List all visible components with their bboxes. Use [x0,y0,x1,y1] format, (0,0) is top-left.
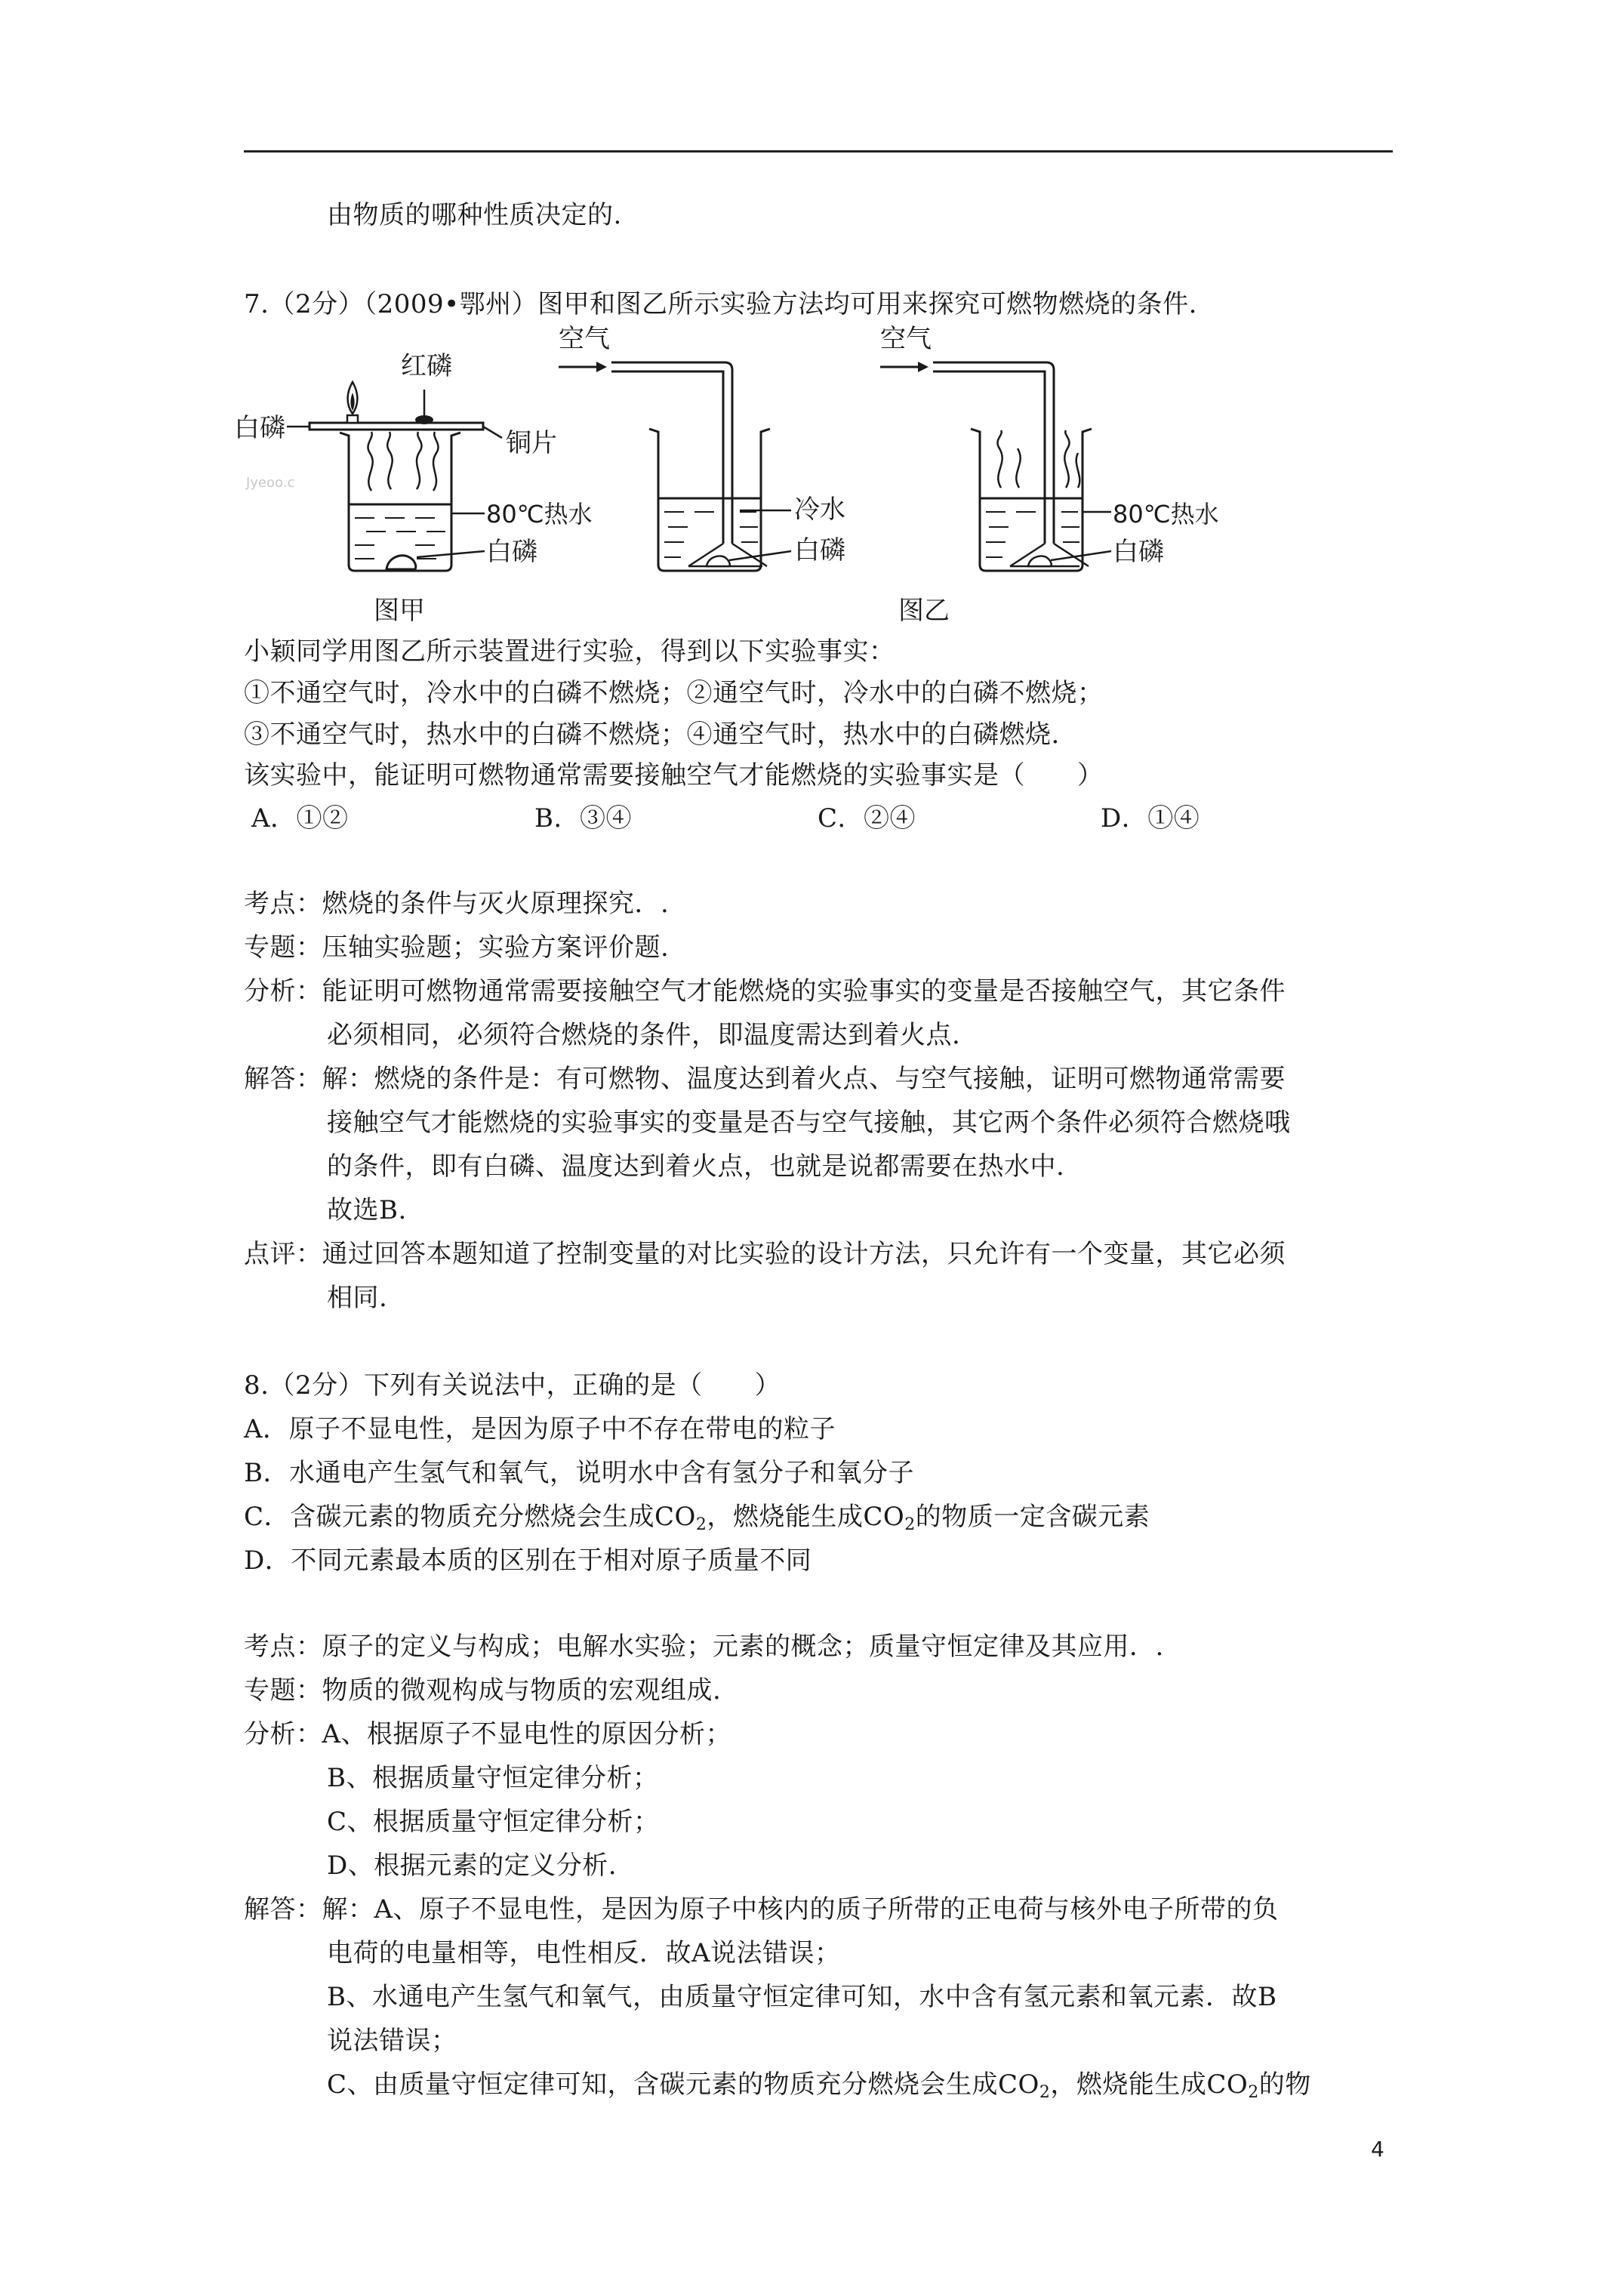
label-white-phosphorus-yi-right: 白磷 [1113,537,1164,567]
label-white-phosphorus-yi-left: 白磷 [794,535,845,566]
intro-continuation: 由物质的哪种性质决定的. [327,200,622,230]
label-air-left: 空气 [559,324,610,354]
label-copper-sheet: 铜片 [506,428,557,458]
q7-option-d: D．①④ [1101,803,1200,834]
q7-fenxi-1: 分析：能证明可燃物通常需要接触空气才能燃烧的实验事实的变量是否接触空气，其它条件 [244,976,1286,1006]
q7-dianping-2: 相同. [327,1283,388,1313]
q8-fenxi-2: B、根据质量守恒定律分析； [327,1763,659,1793]
q8-option-d: D．不同元素最本质的区别在于相对原子质量不同 [244,1546,812,1576]
label-hot-water-yi: 80℃热水 [1113,500,1219,529]
label-fig-yi: 图乙 [898,596,950,626]
label-red-phosphorus: 红磷 [401,351,452,381]
q8-fenxi-1: 分析：A、根据原子不显电性的原因分析； [244,1719,732,1749]
q7-line-3: ③不通空气时，热水中的白磷不燃烧；④通空气时，热水中的白磷燃烧. [244,720,1060,750]
page-number: 4 [1371,2137,1384,2162]
q7-line-2: ①不通空气时，冷水中的白磷不燃烧；②通空气时，冷水中的白磷不燃烧； [244,678,1104,708]
q8-jieda-2: 电荷的电量相等，电性相反．故A说法错误； [327,1938,841,1968]
q8-stem: 8.（2分）下列有关说法中，正确的是（ ） [244,1370,781,1401]
q7-fenxi-2: 必须相同，必须符合燃烧的条件，即温度需达到着火点. [327,1020,961,1050]
q7-option-a: A．①② [251,803,349,834]
q8-fenxi-3: C、根据质量守恒定律分析； [327,1807,660,1837]
q7-figure [234,317,1313,634]
label-fig-jia: 图甲 [374,596,425,626]
watermark: Jyeoo.c [246,475,295,491]
q7-zhuanti: 专题：压轴实验题；实验方案评价题. [244,932,670,963]
header-rule [244,150,1393,153]
label-white-phosphorus-jia-top: 白磷 [234,413,285,443]
q7-jieda-4: 故选B. [327,1195,407,1225]
label-white-phosphorus-jia-bottom: 白磷 [486,537,537,567]
q7-jieda-3: 的条件，即有白磷、温度达到着火点，也就是说都需要在热水中. [327,1151,1065,1182]
q7-kaodian: 考点：燃烧的条件与灭火原理探究．. [244,889,670,919]
q7-jieda-2: 接触空气才能燃烧的实验事实的变量是否与空气接触，其它两个条件必须符合燃烧哦 [327,1108,1291,1138]
q8-option-a: A．原子不显电性，是因为原子中不存在带电的粒子 [244,1414,836,1444]
q8-jieda-3: B、水通电产生氢气和氧气，由质量守恒定律可知，水中含有氢元素和氧元素．故B [327,1982,1277,2012]
q7-jieda-1: 解答：解：燃烧的条件是：有可燃物、温度达到着火点、与空气接触，证明可燃物通常需要 [244,1064,1286,1094]
q7-option-b: B．③④ [534,803,632,834]
label-cold-water: 冷水 [794,495,845,525]
q8-option-b: B．水通电产生氢气和氧气，说明水中含有氢分子和氧分子 [244,1458,914,1488]
q8-fenxi-4: D、根据元素的定义分析. [327,1851,617,1881]
q8-zhuanti: 专题：物质的微观构成与物质的宏观组成. [244,1675,722,1706]
q8-jieda-4: 说法错误； [327,2026,457,2056]
q8-kaodian: 考点：原子的定义与构成；电解水实验；元素的概念；质量守恒定律及其应用．. [244,1632,1164,1662]
q8-jieda-1: 解答：解：A、原子不显电性，是因为原子中核内的质子所带的正电荷与核外电子所带的负 [244,1894,1279,1925]
q7-line-4: 该实验中，能证明可燃物通常需要接触空气才能燃烧的实验事实是（ ） [244,760,1104,791]
q7-option-c: C．②④ [818,803,916,834]
label-hot-water-jia: 80℃热水 [486,500,593,529]
q7-stem: 7.（2分）（2009•鄂州）图甲和图乙所示实验方法均可用来探究可燃物燃烧的条件. [244,289,1197,319]
q7-line-1: 小颖同学用图乙所示装置进行实验，得到以下实验事实： [244,636,895,667]
q8-option-c: C．含碳元素的物质充分燃烧会生成$CO_2$，燃烧能生成$CO_2$的物质一定含碳元素 [244,1502,1150,1534]
label-air-right: 空气 [880,324,932,354]
q7-dianping-1: 点评：通过回答本题知道了控制变量的对比实验的设计方法，只允许有一个变量，其它必须 [244,1239,1286,1269]
q8-jieda-c: C、由质量守恒定律可知，含碳元素的物质充分燃烧会生成$CO_2$，燃烧能生成$CO_2$的物 [327,2069,1311,2102]
